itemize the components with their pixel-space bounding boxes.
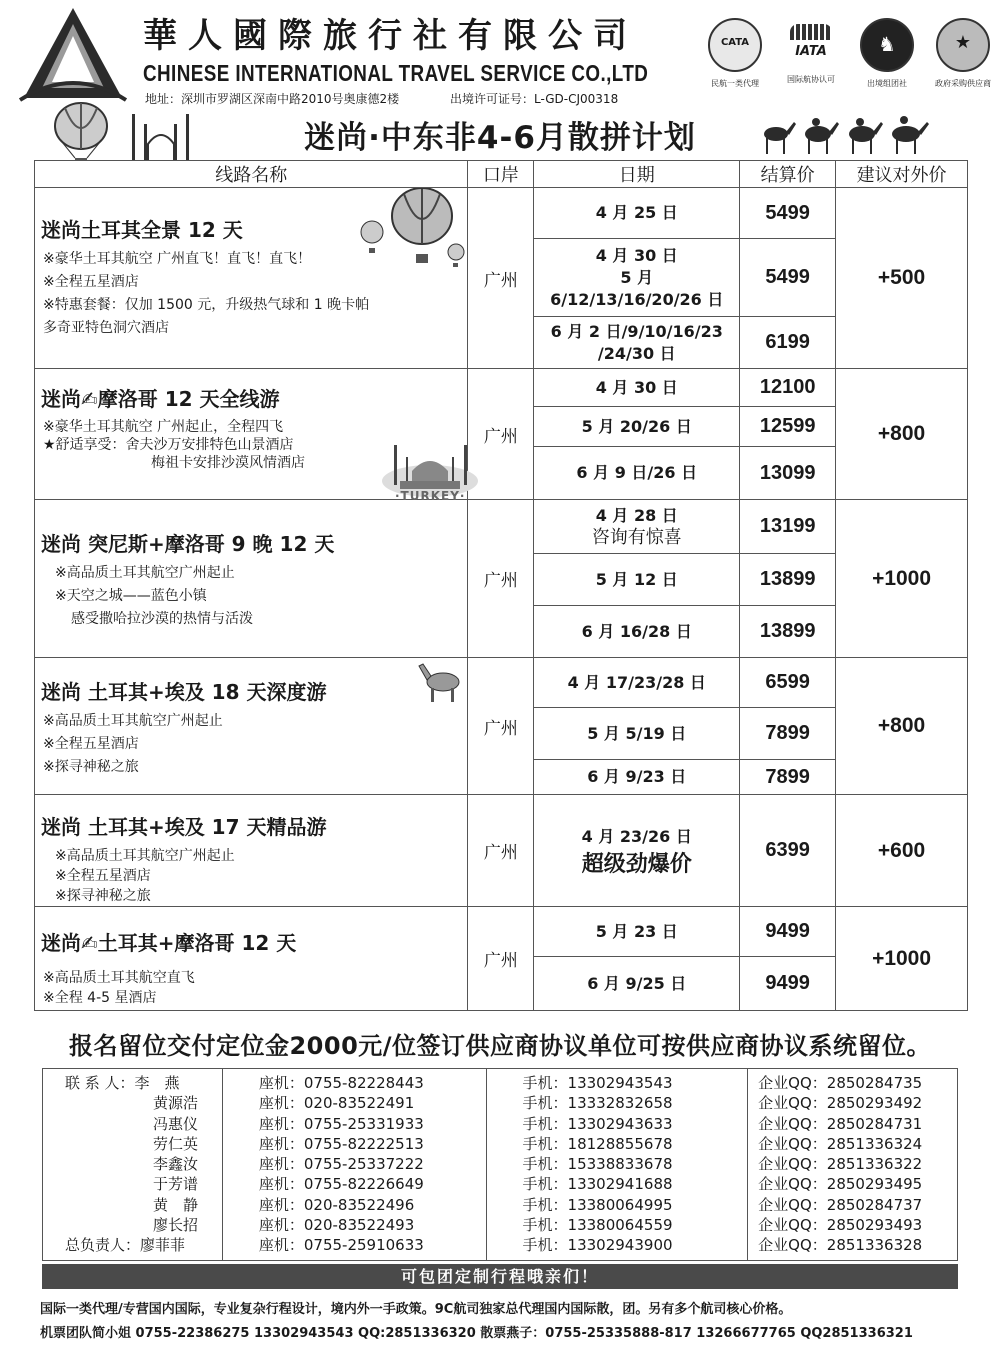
price-cell: 13199 — [740, 500, 836, 554]
price-cell: 9499 — [740, 957, 836, 1011]
price-cell: 7899 — [740, 708, 836, 760]
advice-cell: +800 — [836, 658, 968, 795]
date-cell: 4 月 23/26 日 超级劲爆价 — [534, 795, 740, 907]
header-advice: 建议对外价 — [836, 161, 968, 188]
contact-qq-cell: 企业QQ：2850284735 企业QQ：2850293492 企业QQ：2850284731 企业QQ：2851336324 企业QQ：2851336322 企业QQ：2850293495 企业QQ：2850284737 企业QQ：2850293493 企业QQ：2851336328 — [748, 1069, 958, 1261]
route-title: 迷尚 土耳其+埃及 17 天精品游 — [41, 815, 327, 839]
date-cell: 6 月 9/23 日 — [534, 760, 740, 795]
route-title: 迷尚 突尼斯+摩洛哥 9 晚 12 天 — [41, 532, 335, 556]
custom-tour-banner: 可包团定制行程哦亲们！ — [42, 1264, 958, 1289]
promo-label: 超级劲爆价 — [581, 851, 692, 877]
header-route: 线路名称 — [35, 161, 468, 188]
table-header-row — [35, 161, 968, 188]
header-price: 结算价 — [740, 161, 836, 188]
route-title: 迷尚✍摩洛哥 12 天全线游 — [41, 387, 280, 411]
port-cell: 广州 — [468, 795, 534, 907]
table-row — [35, 907, 968, 957]
advice-cell: +1000 — [836, 907, 968, 1011]
badge-outbound: ♞ 出境组团社 — [852, 18, 922, 89]
certification-badges — [700, 18, 995, 88]
port-cell: 广州 — [468, 500, 534, 658]
price-cell: 9499 — [740, 907, 836, 957]
company-address: 地址：深圳市罗湖区深南中路2010号奥康德2楼 — [145, 92, 400, 106]
table-row — [35, 500, 968, 554]
date-cell: 4 月 17/23/28 日 — [534, 658, 740, 708]
date-cell: 5 月 23 日 — [534, 907, 740, 957]
footer-ticket-contacts: 机票团队简小姐 0755-22386275 13302943543 QQ:2851336320 散票燕子：0755-25335888-817 13266677765 QQ2851336321 — [40, 1326, 913, 1341]
price-cell: 12100 — [740, 369, 836, 407]
deposit-notice: 报名留位交付定位金2000元/位签订供应商协议单位可按供应商协议系统留位。 — [68, 1032, 932, 1060]
camel-icon — [415, 660, 471, 704]
price-cell: 6599 — [740, 658, 836, 708]
date-cell: 5 月 12 日 — [534, 554, 740, 606]
iata-icon: IATA — [786, 18, 836, 68]
header-port: 口岸 — [468, 161, 534, 188]
price-cell: 5499 — [740, 239, 836, 317]
date-cell: 4 月 28 日 咨询有惊喜 — [534, 500, 740, 554]
contacts-row — [43, 1069, 958, 1261]
contact-mobiles-cell: 手机：13302943543 手机：13332832658 手机：13302943633 手机：18128855678 手机：15338833678 手机：13302941688 手机：13380064995 手机：13380064559 手机：13302943900 — [486, 1069, 748, 1261]
turkey-label: ·TURKEY· — [395, 489, 466, 503]
port-cell: 广州 — [468, 188, 534, 369]
date-cell: 6 月 9 日/26 日 — [534, 447, 740, 500]
advice-cell: +800 — [836, 369, 968, 500]
badge-government: ★ 政府采购供应商 — [928, 18, 998, 89]
table-row — [35, 795, 968, 907]
route-cell: 迷尚土耳其全景 12 天 ※豪华土耳其航空 广州直飞！直飞！直飞！ ※全程五星酒店 ※特惠套餐：仅加 1500 元，升级热气球和 1 晚卡帕 多奇亚特色洞穴酒店 — [35, 188, 468, 369]
table-row — [35, 188, 968, 239]
license-number: 出境许可证号：L-GD-CJ00318 — [450, 92, 619, 106]
date-cell: 4 月 25 日 — [534, 188, 740, 239]
route-title: 迷尚✍土耳其+摩洛哥 12 天 — [41, 931, 297, 955]
price-cell: 6399 — [740, 795, 836, 907]
company-logo-icon — [18, 6, 128, 102]
cata-icon: CATA — [708, 18, 762, 72]
page-title: 迷尚·中东非4-6月散拼计划 — [304, 120, 696, 156]
price-cell: 13899 — [740, 606, 836, 658]
routes-table — [34, 160, 968, 1011]
advice-cell: +600 — [836, 795, 968, 907]
port-cell: 广州 — [468, 658, 534, 795]
price-cell: 6199 — [740, 317, 836, 369]
horse-emblem-icon: ♞ — [860, 18, 914, 72]
date-cell: 6 月 9/25 日 — [534, 957, 740, 1011]
route-cell: 迷尚✍土耳其+摩洛哥 12 天 ※高品质土耳其航空直飞 ※全程 4-5 星酒店 — [35, 907, 468, 1011]
route-cell: 迷尚 土耳其+埃及 18 天深度游 ※高品质土耳其航空广州起止 ※全程五星酒店 ※探寻神秘之旅 — [35, 658, 468, 795]
table-row — [35, 658, 968, 708]
price-cell: 13899 — [740, 554, 836, 606]
date-cell: 5 月 5/19 日 — [534, 708, 740, 760]
badge-cata: CATA 民航一类代理 — [700, 18, 770, 89]
route-title: 迷尚土耳其全景 12 天 — [41, 218, 243, 242]
national-emblem-icon: ★ — [936, 18, 990, 72]
date-cell: 5 月 20/26 日 — [534, 407, 740, 447]
camel-caravan-icon — [756, 110, 936, 156]
date-cell: 6 月 2 日/9/10/16/23 /24/30 日 — [534, 317, 740, 369]
route-cell: 迷尚 土耳其+埃及 17 天精品游 ※高品质土耳其航空广州起止 ※全程五星酒店 ※探寻神秘之旅 — [35, 795, 468, 907]
route-cell: 迷尚 突尼斯+摩洛哥 9 晚 12 天 ※高品质土耳其航空广州起止 ※天空之城——蓝色小镇 感受撒哈拉沙漠的热情与活泼 — [35, 500, 468, 658]
route-title: 迷尚 土耳其+埃及 18 天深度游 — [41, 680, 327, 704]
port-cell: 广州 — [468, 369, 534, 500]
contacts-table — [42, 1068, 958, 1261]
price-cell: 7899 — [740, 760, 836, 795]
table-row — [35, 369, 968, 407]
advice-cell: +1000 — [836, 500, 968, 658]
price-cell: 5499 — [740, 188, 836, 239]
price-cell: 13099 — [740, 447, 836, 500]
company-name-en: CHINESE INTERNATIONAL TRAVEL SERVICE CO.,LTD — [143, 60, 649, 86]
badge-iata: IATA 国际航协认可 — [776, 18, 846, 85]
price-cell: 12599 — [740, 407, 836, 447]
header-date: 日期 — [534, 161, 740, 188]
contact-phones-cell: 座机：0755-82228443 座机：020-83522491 座机：0755-25331933 座机：0755-82222513 座机：0755-25337222 座机：0755-82226649 座机：020-83522496 座机：020-83522493 座机：0755-25910633 — [222, 1069, 486, 1261]
date-cell: 6 月 16/28 日 — [534, 606, 740, 658]
balloons-icon — [360, 188, 470, 274]
advice-cell: +500 — [836, 188, 968, 369]
header — [0, 0, 1000, 160]
company-name-cn: 華人國際旅行社有限公司 — [143, 16, 638, 56]
date-cell: 4 月 30 日 — [534, 369, 740, 407]
footer-services: 国际一类代理/专营国内国际，专业复杂行程设计，境内外一手政策。9C航司独家总代理国内国际散，团。另有多个航司核心价格。 — [40, 1302, 792, 1317]
port-cell: 广州 — [468, 907, 534, 1011]
route-cell: 迷尚✍摩洛哥 12 天全线游 ※豪华土耳其航空 广州起止，全程四飞 ★舒适享受：舍夫沙万安排特色山景酒店 梅祖卡安排沙漠风情酒店 ·TURKEY· — [35, 369, 468, 500]
date-cell: 4 月 30 日 5 月 6/12/13/16/20/26 日 — [534, 239, 740, 317]
contact-names-cell: 联 系 人：李 燕 黄源浩 冯惠仪 劳仁英 李鑫汝 于芳谱 黄 静 廖长招 总负责人：廖菲菲 — [43, 1069, 223, 1261]
